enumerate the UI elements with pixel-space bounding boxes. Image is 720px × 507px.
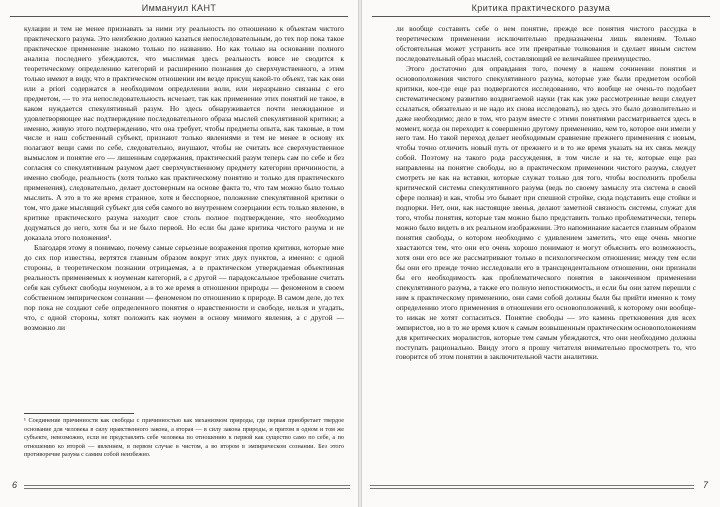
footnote: ¹ Соединение причинности как свободы с причинностью как механизмом природы, где первая приобретает твердое основание для человека в силу нравственного закона, а вторая — в силу закона природы, и притом в одном и том же субъекте, невозможно, если не представлять себе человека по отношению к первой как существо само по себе, а по отношению ко второй — явлением, в первом случае в чистом, а во втором в эмпирическом сознании. Без этого противоречие разума с самим собой неизбежно. (24, 417, 344, 459)
running-head-left: Иммануил КАНТ (141, 3, 217, 13)
page-number: 6 (12, 480, 18, 490)
page-number: 7 (702, 480, 708, 490)
header-rule (372, 16, 710, 17)
footer-rule (24, 488, 350, 489)
footer-rule (370, 485, 694, 486)
left-page (0, 0, 358, 507)
footer-rule (24, 485, 350, 486)
header-rule (10, 16, 348, 17)
paragraph: ли вообще составить себе о нем понятие, прежде все понятия чистого рассудка в теоретическом применении исключительно предназначены лишь явлениям. Только обстоятельная может устранить все эти превратные толкования и сделает явным систем последовательный образ мыслей, составляющий ее величайшее преимущество. (396, 24, 696, 63)
body-text-left (24, 24, 344, 333)
footer-rule (370, 488, 694, 489)
right-page (362, 0, 720, 507)
paragraph: Благодаря этому я понимаю, почему самые серьезные возражения против критики, которые мне до сих пор известны, вертятся главным образом вокруг этих двух пунктов, а именно: с одной стороны, в теоретическом познании отрицаемая, а в практическом утверждаемая объективная реальность применяемых к ноуменам категорий, а с другой — парадоксальное требование считать себя как субъект свободы ноуменом, а в то же время в отношении природы — феноменом в своем собственном эмпирическом сознании — феноменом по отношению к природе. В самом деле, до тех пор пока не создают себе определенного понятия о нравственности и свободе, нельзя и угадать, что, с одной стороны, хотят положить как ноумен в основу мнимого явления, а с другой — возможно ли (24, 242, 344, 332)
body-text-right (396, 24, 696, 362)
paragraph: Этого достаточно для оправдания того, почему в нашем сочинении понятия и основоположения чистого спекулятивного разума, которые уже были предметом особой критики, кое-где еще раз подвергаются исследованию, что вообще не очень-то подобает систематическому развитию воздвигаемой науки (так как уже рассмотренные вещи следует ссылаться, обязательно и не надо их снова исследовать), но здесь это было дозволительно и даже необходимо; дело в том, что разум вместе с этими понятиями рассматривается здесь в момент, когда он переходит к совершенно другому применению, чем то, которое они имели у него там. Но такой переход делает необходимым сравнение прежнего применения с новым, чтобы точно отличить новый путь от прежнего и в то же время указать на их связь между собой. Поэтому на такого рода рассуждения, в том числе и на те, которые еще раз направлены на понятие свободы, но в практическом применении чистого разума, следует смотреть не как на вставки, которые служат только для того, чтобы восполнить пробелы критической системы спекулятивного разума (ведь по своему замыслу эта система в своей сфере полная) и как, чтобы это бывает при спешной стройке, сюда подставить еще стойки и подпорки. Нет, они, как настоящие звенья, делают заметной связность системы, служат для того, чтобы понятия, которые там можно было представить только проблематически, теперь можно было видеть в их реальном изображении. Это напоминание касается главным образом понятия свободы, о котором необходимо с удивлением заметить, что еще очень многие хвастаются тем, что они его очень хорошо понимают и могут объяснить его возможность, хотя они его все же рассматривают только в психологическом отношении; между тем если бы они его прежде точно исследовали его в трансцендентальном отношении, они признали бы его необходимость как проблематического понятия в законченном применении спекулятивного разума, а также его полную непостижимость, и если бы они затем перешли с ним к практическому применению, они сами собой должны были бы прийти именно к тому определению этого применения в отношении его основоположений, к которому они вообще-то никак не хотят согласиться. Понятие свободы — это камень преткновения для всех эмпиристов, но в то же время ключ к самым возвышенным практическим основоположениям для критических моралистов, которые тем самым убеждаются, что они необходимо должны поступать рационально. Ввиду этого я прошу читателя внимательно просмотреть то, что говорится об этом понятии в заключительной части аналитики. (396, 63, 696, 362)
footnote-rule (24, 413, 134, 414)
running-head-right: Критика практического разума (471, 3, 611, 13)
paragraph: кулации и тем не менее признавать за ними эту реальность по отношению к объектам чистого практического разума. Это неизбежно должно казаться непоследовательным, до тех пор пока такое практическое применение знакомо только по названию. Но как только на основании полного анализа последнего убеждаются, что мыслимая здесь реальность вовсе не сводится к теоретическому определению категорий и расширению познания до сверхчувственного, а этим только имеют в виду, что в практическом отношении им везде присущ какой-то объект, так как они или a priori содержатся в необходимом определении воли, или неразрывно связаны с его предметом, — то эта непоследовательность исчезает, так как применение этих понятий не такое, в каком нуждается спекулятивный разум. Но здесь обнаруживается почти неожиданное и удовлетворяющее нас подтверждение последовательного образа мыслей спекулятивной критики; а именно, живую этого подтверждению, что она требует, чтобы предметы опыта, как таковые, в том числе и наш собственный субъект, признают только явлениями и тем не менее в основу их полагают вещи сами по себе, следовательно, внушают, чтобы не считать все сверхчувственное вымыслом и понятие его — лишенным содержания, практический разум теперь сам по себе и без согласия со спекулятивным разумом дает сверхчувственному предмету категории причинности, а именно свободе, реальность (хотя только как практическому понятию и только для практического применения), следовательно, делает достоверным на основе факта то, что там можно было только мыслить. А это в то же время странное, хотя и бесспорное, положение спекулятивной критики о том, что даже мыслящий субъект для себя самого во внутреннем созерцании есть только явление, в критике практического разума находит свое столь полное подтверждение, что необходимо додуматься до него, хотя бы и не было первой. Но если бы даже критика чистого разума и не доказала этого положения¹. (24, 24, 344, 243)
